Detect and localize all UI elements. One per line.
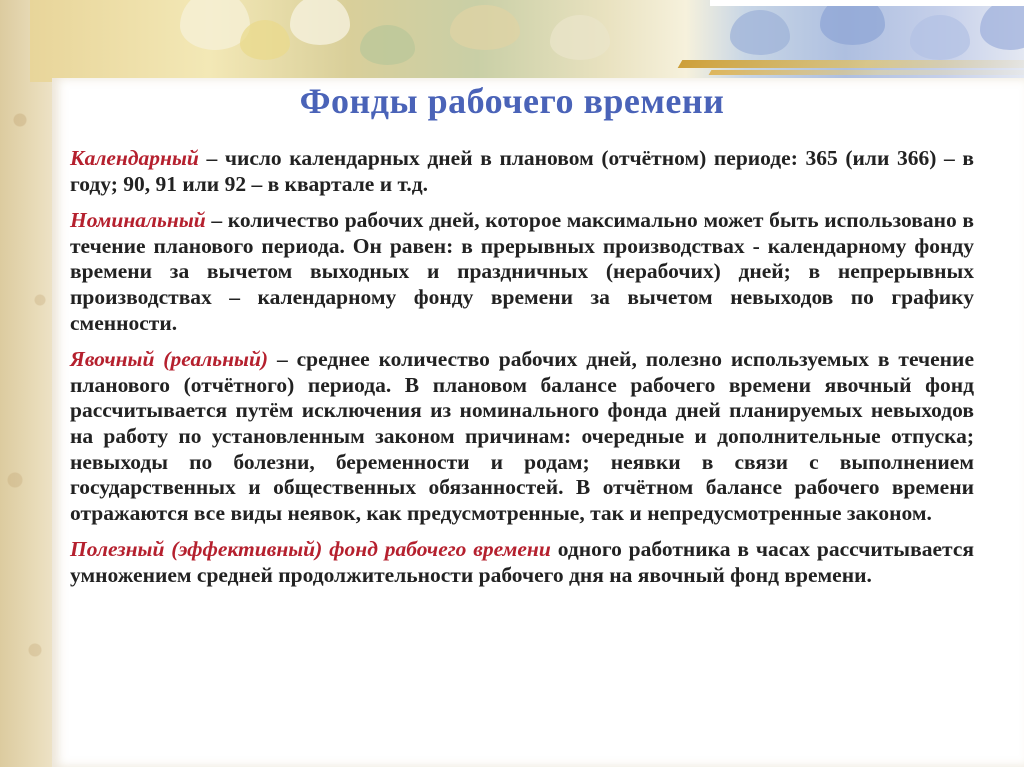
petal-shape: [290, 0, 350, 45]
petal-shape: [820, 0, 885, 45]
gold-stripe: [709, 70, 1024, 75]
definition-calendar: – число календарных дней в плановом (отчётном) периоде: 365 (или 366) – в году; 90, 91 или 92 – в квартале и т.д.: [70, 146, 974, 196]
petal-shape: [980, 0, 1024, 50]
banner-edge: [710, 0, 1024, 6]
definition-effective: одного работника в часах рассчитывается умножением средней продолжительности рабочего дня на явочный фонд времени.: [70, 537, 974, 587]
slide-body: [70, 146, 974, 600]
term-attendance: Явочный (реальный): [70, 347, 269, 372]
decorative-floral-banner: [30, 0, 1024, 82]
petal-shape: [550, 15, 610, 60]
petal-shape: [240, 20, 290, 60]
petal-shape: [360, 25, 415, 65]
term-nominal: Номинальный: [70, 208, 206, 233]
definition-nominal: – количество рабочих дней, которое максимально может быть использовано в течение планового периода. Он равен: в прерывных производствах - календарному фонду времени за вычетом выходных и праздничных (нерабочих) дней; в непрерывных производствах – календарному фонду времени за вычетом невыходов по графику сменности.: [70, 208, 974, 335]
petal-shape: [450, 5, 520, 50]
paragraph-attendance-fund: [70, 347, 974, 526]
paragraph-calendar-fund: [70, 146, 974, 197]
petal-shape: [730, 10, 790, 55]
slide-title: Фонды рабочего времени: [299, 81, 725, 121]
paragraph-nominal-fund: [70, 208, 974, 336]
term-calendar: Календарный: [70, 146, 199, 170]
petal-shape: [910, 15, 970, 60]
paragraph-effective-fund: [70, 537, 974, 588]
definition-attendance: – среднее количество рабочих дней, полезно используемых в течение планового (отчётного) периода. В плановом балансе рабочего времени явочный фонд рассчитывается путём исключения из номинального фонда дней планируемых невыходов на работу по установленным законом причинам: очередные и дополнительные отпуска; невыходы по болезни, беременности и родам; неявки в связи с выполнением государственных и общественных обязанностей. В отчётном балансе рабочего времени отражаются все виды неявок, как предусмотренные, так и непредусмотренные законом.: [70, 347, 974, 525]
gold-stripe: [678, 60, 1024, 68]
term-effective: Полезный (эффективный) фонд рабочего времени: [70, 537, 551, 562]
